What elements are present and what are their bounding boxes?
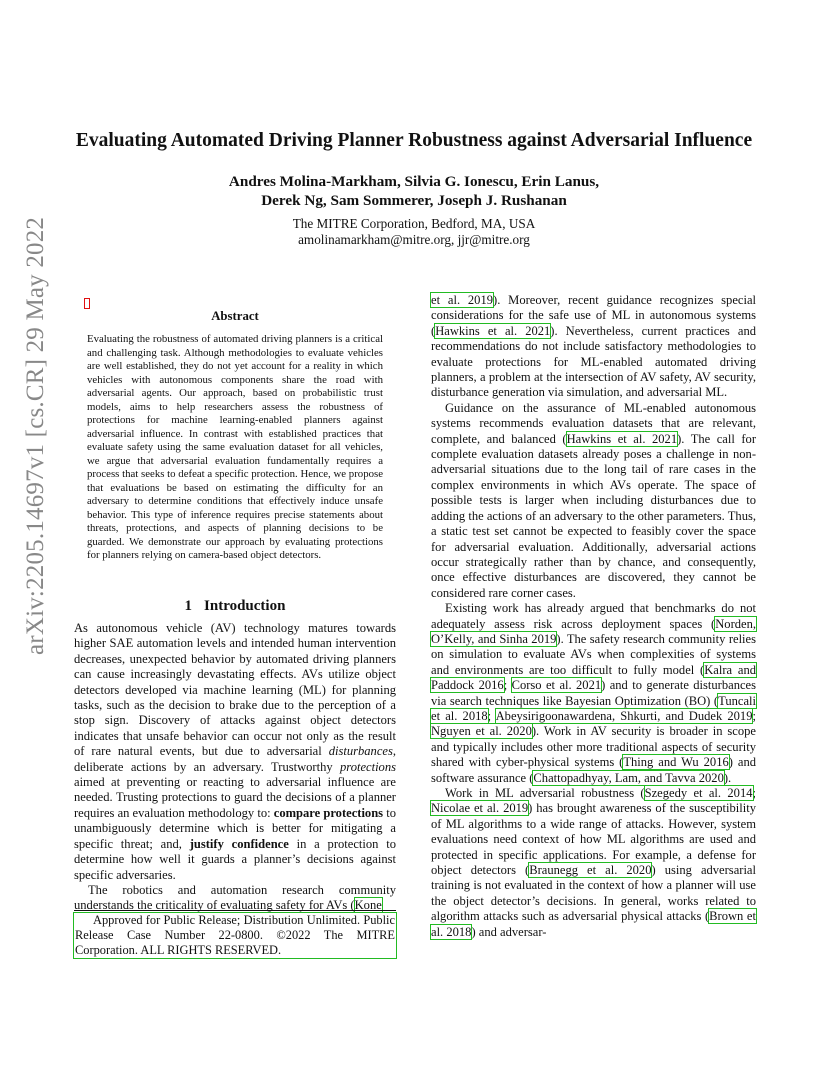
footnote bbox=[74, 910, 396, 958]
author-line-2: Derek Ng, Sam Sommerer, Joseph J. Rushanan bbox=[261, 192, 567, 209]
citation-link[interactable]: Braunegg et al. 2020 bbox=[529, 863, 652, 878]
link-marker[interactable] bbox=[84, 298, 90, 309]
citation-link[interactable]: Hawkins et al. 2021 bbox=[566, 431, 678, 446]
author-list bbox=[0, 172, 828, 210]
citation-link[interactable]: Chattopadhyay, Lam, and Tavva 2020 bbox=[533, 770, 724, 785]
section-heading bbox=[74, 598, 396, 615]
section-number: 1 bbox=[184, 598, 193, 614]
citation-link[interactable]: Norden, O’Kelly, and Sinha 2019 bbox=[431, 616, 756, 646]
right-column-body bbox=[431, 293, 756, 940]
paper-title: Evaluating Automated Driving Planner Robustness against Adversarial Influence bbox=[75, 130, 753, 151]
right-paragraph-4: Work in ML adversarial robustness (Szegedy et al. 2014; Nicolae et al. 2019) has brought awareness of the susceptibility of ML algorithms to a wide range of attacks. However, system evaluations need context of how ML algorithms are used and protected in specific applications. For example, a defense for object detectors (Braunegg et al. 2020) using adversarial training is not evaluated in the context of how a planner will use the object detector’s decisions. In general, works related to algorithm attacks such as adversarial physical attacks (Brown et al. 2018) and adversar- bbox=[431, 786, 756, 939]
right-paragraph-1: et al. 2019). Moreover, recent guidance recognizes special considerations for the safe use of ML in autonomous systems (Hawkins et al. 2021). Nevertheless, current practices and recommendations do not include satisfactory methodologies to evaluate protections for ML-enabled automated driving planners, a problem at the intersection of AV safety, AV security, disturbance generation via simulation, and adversarial ML. bbox=[431, 293, 756, 400]
affiliation-email: amolinamarkham@mitre.org, jjr@mitre.org bbox=[298, 232, 530, 247]
right-paragraph-2: Guidance on the assurance of ML-enabled autonomous systems recommends evaluation datasets that are relevant, complete, and balanced (Hawkins et al. 2021). The call for complete evaluation datasets already poses a challenge in non-adversarial situations due to the long tail of rare cases in the complex environments in which AVs operate. The space of possible tests is larger when including disturbances due to adding the actions of an adversary to the other parameters. Thus, a static test set cannot be expected to feasibly cover the space for adversarial evaluation. Additionally, adversarial actions occur strategically rather than by chance, and consequently, once effective disturbances are discovered, they cannot be considered rare corner cases. bbox=[431, 400, 756, 600]
section-title: Introduction bbox=[204, 598, 286, 614]
footnote-link[interactable]: Approved for Public Release; Distribution Unlimited. Public Release Case Number 22-0800. ©2022 The MITRE Corporation. ALL RIGHTS RESERVED. bbox=[75, 913, 395, 957]
intro-paragraph-1: As autonomous vehicle (AV) technology matures towards higher SAE automation levels and intended human intervention decreases, unexpected behavior by automated driving planners can cause increasingly devastating effects. AVs utilize object detectors developed via machine learning (ML) for planning tasks, such as the decision to brake due to the perception of a stop sign. Discovery of attacks against object detectors indicates that unsafe behavior can occur not only as the result of rare natural events, but due to adversarial disturbances, deliberate actions by an adversary. Trustworthy protections aimed at preventing or reacting to adversarial influence are needed. Trusting protections to guard the decisions of a planner requires an evaluation methodology to: compare protections to unambiguously determine which is better for mitigating a specific threat; and, justify confidence in a protection to determine how well it guards a planner’s decisions against specific adversaries. bbox=[74, 621, 396, 882]
abstract-heading: Abstract bbox=[211, 309, 259, 323]
affiliation-org: The MITRE Corporation, Bedford, MA, USA bbox=[292, 216, 536, 231]
citation-link[interactable]: Kalra and Paddock 2016 bbox=[431, 662, 756, 693]
citation-link[interactable]: Abeysirigoonawardena, Shkurti, and Dudek 2019 bbox=[495, 708, 753, 723]
right-paragraph-3: Existing work has already argued that benchmarks do not adequately assess risk across deployment spaces (Norden, O’Kelly, and Sinha 2019). The safety research community relies on simulation to evaluate AVs when complexities of systems and environments are too difficult to fully model (Kalra and Paddock 2016; Corso et al. 2021) and to generate disturbances via search techniques like Bayesian Optimization (BO) (Tuncali et al. 2018; Abeysirigoonawardena, Shkurti, and Dudek 2019; Nguyen et al. 2020). Work in AV security is broader in scope and typically includes other more traditional aspects of security shared with cyber-physical systems (Thing and Wu 2016) and software assurance (Chattopadhyay, Lam, and Tavva 2020). bbox=[431, 601, 756, 785]
intro-paragraph-2: The robotics and automation research community understands the criticality of evaluating safety for AVs (Kone bbox=[74, 882, 396, 913]
citation-link[interactable]: Nicolae et al. 2019 bbox=[431, 801, 529, 816]
citation-link[interactable]: Nguyen et al. 2020 bbox=[431, 724, 532, 739]
citation-link[interactable]: Thing and Wu 2016 bbox=[623, 755, 729, 770]
citation-link[interactable]: Hawkins et al. 2021 bbox=[435, 323, 551, 338]
introduction-body bbox=[74, 621, 396, 914]
citation-link[interactable]: Tuncali et al. 2018 bbox=[431, 693, 756, 723]
author-line-1: Andres Molina-Markham, Silvia G. Ionescu, Erin Lanus, bbox=[228, 173, 600, 190]
arxiv-identifier: arXiv:2205.14697v1 [cs.CR] 29 May 2022 bbox=[22, 216, 49, 655]
citation-link[interactable]: Szegedy et al. 2014 bbox=[644, 786, 753, 800]
citation-link[interactable]: Kone bbox=[354, 898, 382, 913]
citation-link[interactable]: Corso et al. 2021 bbox=[511, 678, 602, 693]
abstract-text: Evaluating the robustness of automated driving planners is a critical and challenging task. Although methodologies to evaluate vehicles are well established, they do not yet account for a reality in which vehicles with autonomous components share the road with adversarial agents. Our approach, based on probabilistic trust models, aims to help researchers assess the robustness of protections for machine learning-enabled planners against adversarial influence. In contrast with established practices that evaluate safety using the same evaluation dataset for all vehicles, we argue that adversarial evaluation fundamentally requires a process that seeks to defeat a specific protection. Hence, we propose that evaluations be based on estimating the difficulty for an adversary to determine conditions that effectively induce unsafe behavior. This type of inference requires precise statements about threats, protections, and aspects of planning decisions to be guarded. We demonstrate our approach by evaluating protections for planners relying on camera-based object detectors. bbox=[87, 333, 383, 561]
citation-link[interactable]: Brown et al. 2018 bbox=[431, 909, 756, 939]
affiliation bbox=[0, 216, 828, 248]
citation-link[interactable]: et al. 2019 bbox=[431, 293, 494, 307]
